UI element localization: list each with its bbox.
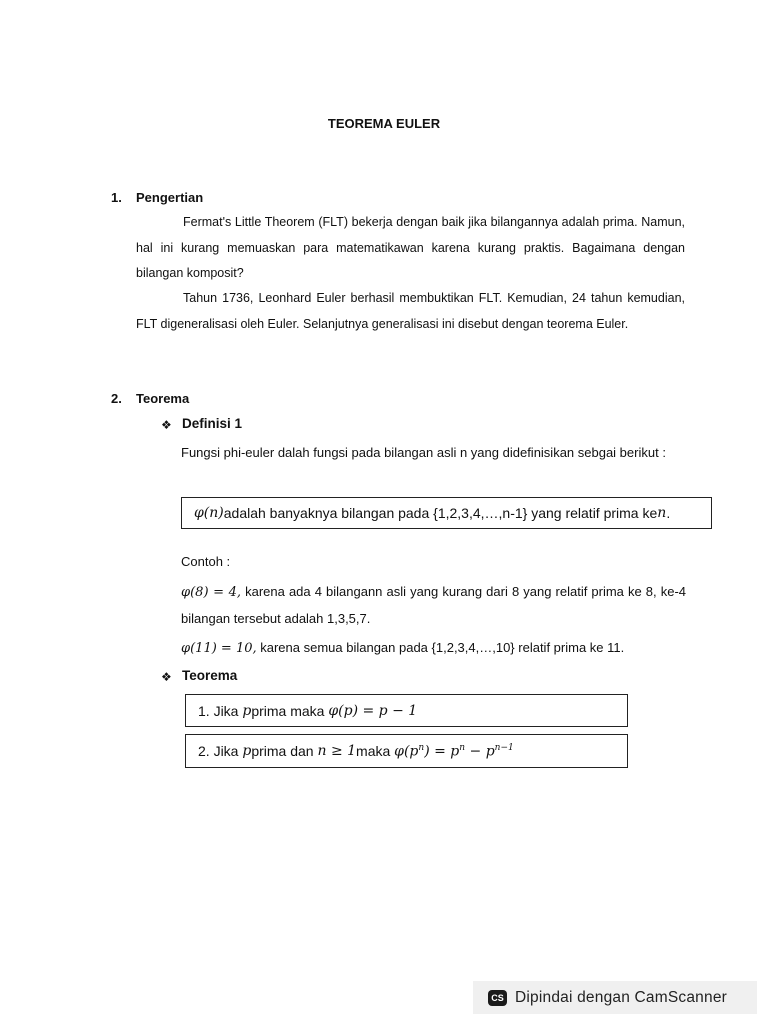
page-title: TEOREMA EULER bbox=[327, 116, 441, 131]
definition-text: Fungsi phi-euler dalah fungsi pada bilangan asli n yang didefinisikan sebgai berikut : bbox=[181, 445, 666, 460]
camscanner-watermark bbox=[473, 981, 757, 1014]
definition-box-end: . bbox=[666, 505, 671, 521]
theorem-heading: Teorema bbox=[182, 668, 238, 683]
example-1-math: φ(8) = 4, bbox=[181, 585, 242, 600]
theorem-2-formula: $\varphi(p^n) = p^n - p^{n-1}$ bbox=[394, 742, 514, 760]
example-2-text: karena semua bilangan pada {1,2,3,4,…,10} relatif prima ke 11. bbox=[256, 640, 625, 655]
section-1-paragraph-2 bbox=[136, 286, 685, 337]
diamond-bullet-icon: ❖ bbox=[161, 670, 172, 684]
theorem-2-label: 2. Jika bbox=[198, 743, 239, 759]
example-1-text: karena ada 4 bilangann asli yang kurang dari 8 yang relatif prima ke 8, ke-4 bilangan tersebut adalah 1,3,5,7. bbox=[181, 584, 687, 626]
theorem-box-1 bbox=[185, 694, 628, 727]
section-1-number: 1. bbox=[111, 190, 122, 205]
theorem-box-2 bbox=[185, 734, 628, 768]
paragraph-1-text: Fermat's Little Theorem (FLT) bekerja dengan baik jika bilangannya adalah prima. Namun, hal ini kurang memuaskan para matematikawan karena kurang praktis. Bagaimana dengan bilangan komposit? bbox=[136, 215, 685, 280]
example-2 bbox=[181, 635, 686, 662]
section-2-heading: Teorema bbox=[136, 391, 190, 406]
theorem-1-label: 1. Jika bbox=[198, 702, 239, 719]
section-1-paragraph-1 bbox=[136, 210, 685, 287]
theorem-2-p: p bbox=[242, 743, 252, 759]
definition-box bbox=[181, 497, 712, 529]
paragraph-2-text: Tahun 1736, Leonhard Euler berhasil membuktikan FLT. Kemudian, 24 tahun kemudian, FLT digeneralisasi oleh Euler. Selanjutnya generalisasi ini disebut dengan teorema Euler. bbox=[136, 291, 685, 331]
theorem-2-mid1: prima dan bbox=[251, 743, 314, 759]
theorem-1-formula: φ(p) = p − 1 bbox=[328, 702, 418, 719]
section-1-heading: Pengertian bbox=[136, 190, 204, 205]
definition-heading: Definisi 1 bbox=[182, 416, 243, 431]
theorem-2-cond: n ≥ 1 bbox=[317, 743, 357, 759]
var-n: n bbox=[657, 505, 667, 521]
example-1 bbox=[181, 579, 686, 632]
diamond-bullet-icon: ❖ bbox=[161, 418, 172, 432]
theorem-1-p: p bbox=[242, 702, 252, 719]
section-2-number: 2. bbox=[111, 391, 122, 406]
camscanner-logo-icon: CS bbox=[488, 990, 507, 1006]
example-2-math: φ(11) = 10, bbox=[181, 641, 257, 656]
definition-box-text: adalah banyaknya bilangan pada {1,2,3,4,…,n-1} yang relatif prima ke bbox=[223, 505, 658, 521]
theorem-2-mid2: maka bbox=[356, 743, 391, 759]
phi-n: φ(n) bbox=[194, 505, 224, 521]
theorem-1-mid: prima maka bbox=[251, 702, 325, 719]
camscanner-text: Dipindai dengan CamScanner bbox=[515, 988, 727, 1006]
example-label: Contoh : bbox=[181, 554, 231, 569]
